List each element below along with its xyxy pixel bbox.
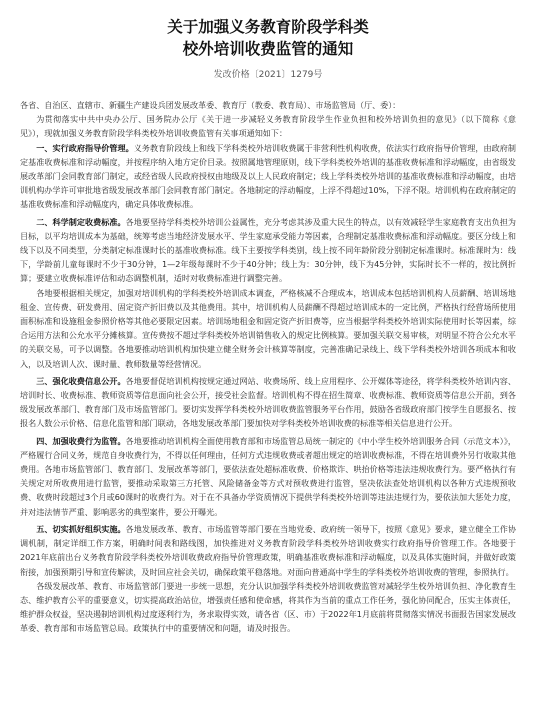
section-3-heading: 三、强化收费信息公开。 [36,375,126,386]
section-5-paragraph [20,522,516,579]
section-2-paragraph [20,215,516,286]
section-5-heading: 五、切实抓好组织实施。 [36,523,126,534]
section-4-paragraph [20,434,516,519]
title-line-1: 关于加强义务教育阶段学科类 [167,18,369,36]
section-5-body-2: 各级发展改革、教育、市场监管部门要进一步统一思想，充分认识加强学科类校外培训收费监管对减轻学生校外培训负担、净化教育生态、维护教育公平的重要意义，切实提高政治站位，增强责任感和使命感，将其作为当前的重点工作任务，强化协同配合，压实主体责任，维护群众权益，坚决遏制培训机构过度逐利行为，务求取得实效，请各省（区、市）于2022年1月底前将贯彻落实情况书面报告国家发展改革委、教育部和市场监管总局。政策执行中的重要情况和问题，请及时报告。 [20,580,516,634]
greeting: 各省、自治区、直辖市、新疆生产建设兵团发展改革委、教育厅（教委、教育局）、市场监管局（厅、委）： [20,100,401,110]
section-1-body: 义务教育阶段线上和线下学科类校外培训收费属于非营利性机构收费，依法实行政府指导价管理，由政府制定基准收费标准和浮动幅度，并按程序纳入地方定价目录。按照属地管理原则，线下学科类校外培训的基准收费标准和浮动幅度，由省级发展改革部门会同教育部门制定，或经省级人民政府授权由地级及以上人民政府制定；线上学科类校外培训的基准收费标准和浮动幅度，由培训机构办学许可审批地省级发展改革部门会同教育部门制定。各地制定的浮动幅度，上浮不得超过10%，下浮不限。培训机构在政府制定的基准收费标准和浮动幅度内，确定具体收费标准。 [20,142,516,210]
document-title [20,16,516,60]
section-2-heading: 二、科学制定收费标准。 [36,216,126,227]
section-5-body-1: 各地发展改革、教育、市场监管等部门要在当地党委、政府统一领导下，按照《意见》要求，建立健全工作协调机制，制定详细工作方案，明确时间表和路线图，加快推进对义务教育阶段学科类校外培训收费实行政府指导价管理工作。各地要于2021年底前出台义务教育阶段学科类校外培训收费政府指导价管理政策，明确基准收费标准和浮动幅度，以及具体实施时间，并做好政策衔接，加强预期引导和宣传解读，及时回应社会关切，确保政策平稳落地。对面向普通高中学生的学科类校外培训收费的管理，参照执行。 [20,523,516,577]
section-2-body-1: 各地要坚持学科类校外培训公益属性，充分考虑其涉及重大民生的特点，以有效减轻学生家庭教育支出负担为目标，以平均培训成本为基础，统筹考虑当地经济发展水平、学生家庭承受能力等因素，合理制定基准收费标准和浮动幅度。要区分线上和线下以及不同类型，分类制定标准课时长的基准收费标准。线下主要按学科类别，线上按不同年龄阶段分别制定标准课时。标准课时为：线下，学龄前儿童每课时不少于30分钟，1—2年级每课时不少于40分钟；线上为：30分钟，线下为45分钟，实际时长不一样的，按比例折算；要建立收费标准评估和动态调整机制，适时对收费标准进行调整完善。 [20,216,516,284]
intro-paragraph: 为贯彻落实中共中央办公厅、国务院办公厅《关于进一步减轻义务教育阶段学生作业负担和校外培训负担的意见》（以下简称《意见》），现就加强义务教育阶段学科类校外培训收费监管有关事项通知如下： [20,114,516,139]
section-3-body: 各地要督促培训机构按规定通过网站、收费场所、线上应用程序、公开媒体等途径，将学科类校外培训内容、培训时长、收费标准、教师资质等信息面向社会公开，接受社会监督。培训机构不得在招生简章、收费标准、教师资质等信息公开前，到各级发展改革部门、教育部门及市场监管部门。要切实发挥学科类校外培训收费监管服务平台作用，鼓励各省级政府部门按学生自愿报名、按报名人数公示价格、信息化监管和部门联动，各地发展改革部门要加快对学科类校外培训收费的标准等相关信息进行公开。 [20,375,516,429]
document-number: 发改价格〔2021〕1279号 [213,70,323,80]
title-line-2: 校外培训收费监管的通知 [182,40,354,58]
section-4-heading: 四、加强收费行为监管。 [36,435,126,446]
section-4-body: 各地要推动培训机构全面使用教育部和市场监管总局统一制定的《中小学生校外培训服务合同（示范文本）》，严格履行合同义务，规范自身收费行为，不得以任何理由，任何方式违规收费或者超出规定的培训收费标准，不得在培训费外另行收取其他费用。各地市场监管部门、教育部门、发展改革等部门，要依法查处超标准收费、价格欺诈、哄抬价格等违法违规收费行为。要严格执行有关规定对所收费用进行监管，要推动采取第三方托管、风险储备金等方式对预收费进行监管，坚决依法查处培训机构以各种方式违规预收费、收费时段超过3个月或60课时的收费行为。对于在不具备办学资质情况下提供学科类校外培训等违法违规行为，要依法加大惩处力度，并对违法情节严重、影响恶劣的典型案件，要公开曝光。 [20,435,516,517]
section-1-paragraph [20,141,516,212]
section-2-body-2: 各地要根据相关规定，加强对培训机构的学科类校外培训成本调查，严格核减不合理成本，培训成本包括培训机构人员薪酬、培训场地租金、宣传费、研发费用、固定资产折旧费以及其他费用。其中，培训机构人员薪酬不得超过培训成本的一定比例，严格执行经营场所使用面积标准和设施租金参照价格等其他必要限定因素。培训场地租金和固定资产折旧费等，应当根据学科类校外培训实际使用时长等因素，综合运用方法和公允水平分摊核算。宣传费按不超过学科类校外培训销售收入的规定比例核算。要加强关联交易审核，对明显不符合公允水平的关联交易，可予以调整。各地要推动培训机构加快建立健全财务会计核算等制度，完善准确记录线上、线下学科类校外培训各项成本和收入，以及培训人次、课时量、教师数量等经营情况。 [20,287,516,369]
section-1-heading: 一、实行政府指导价管理。 [36,142,134,153]
section-3-paragraph [20,374,516,431]
